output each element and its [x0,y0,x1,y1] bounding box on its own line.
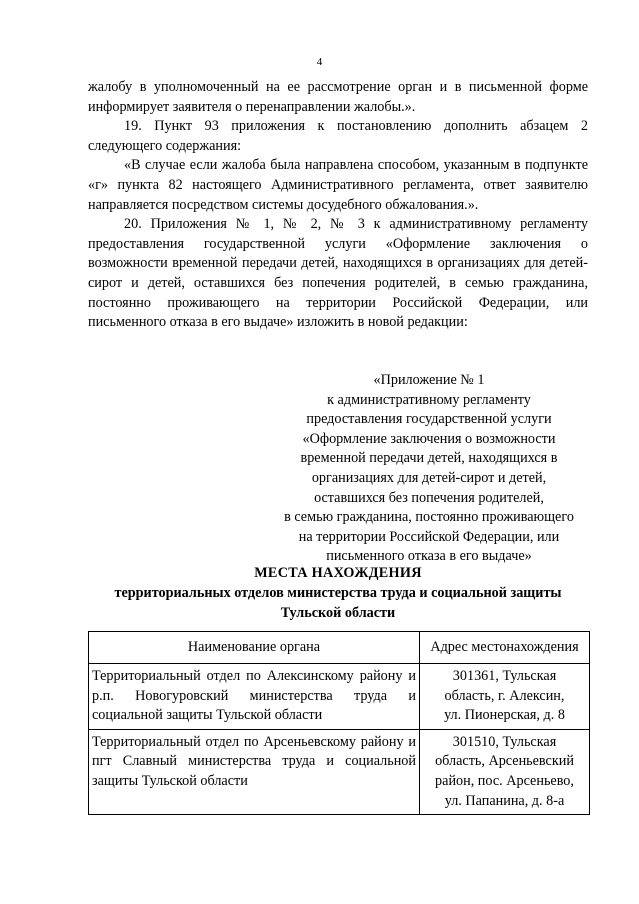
appendix-line: на территории Российской Федерации, или [298,528,560,545]
appendix-line: «Приложение № 1 [373,372,485,388]
appendix-line: организациях для детей-сирот и детей, [311,469,547,486]
agency-name: Территориальный отдел по Алексинскому району и р.п. Новогуровский министерства труда и социальной защиты Тульской области [89,664,420,730]
section-heading [88,563,588,623]
address-line: район, пос. Арсеньево, [435,772,574,789]
heading-subtitle: территориальных отделов министерства труда и социальной защиты [114,585,562,601]
paragraph-item-19: 19. Пункт 93 приложения к постановлению дополнить абзацем 2 следующего содержания: [88,118,588,154]
table-row [89,664,590,730]
address-line: ул. Папанина, д. 8-а [444,792,565,809]
address-line: ул. Пионерская, д. 8 [444,707,565,724]
locations-table [88,631,590,815]
agency-name: Территориальный отдел по Арсеньевскому району и пгт Славный министерства труда и социальной защиты Тульской области [89,729,420,814]
table-header-row [89,632,590,664]
address-line: 301510, Тульская [452,733,557,750]
column-header-address: Адрес местонахождения [420,632,590,664]
heading-title: МЕСТА НАХОЖДЕНИЯ [254,565,422,581]
paragraph-item-20: 20. Приложения № 1, № 2, № 3 к административному регламенту предоставления государственной услуги «Оформление заключения о возможности временной передачи детей, находящихся в организациях для детей-сирот и детей, оставшихся без попечения родителей, в семью гражданина, постоянно проживающего на территории Российской Федерации, или письменного отказа в его выдаче» изложить в новой редакции: [88,216,588,331]
appendix-line: «Оформление заключения о возможности [302,430,556,447]
appendix-header [270,371,588,567]
address-line: область, г. Алексин, [444,687,565,704]
appendix-line: письменного отказа в его выдаче» [326,548,532,565]
body-text [88,78,588,333]
agency-address [420,664,590,730]
page-number: 4 [316,56,323,68]
paragraph-continuation: жалобу в уполномоченный на ее рассмотрение орган и в письменной форме информирует заявителя о перенаправлении жалобы.». [88,79,588,115]
appendix-line: временной передачи детей, находящихся в [300,450,558,467]
heading-region: Тульской области [280,605,396,621]
agency-address [420,729,590,814]
paragraph-quote: «В случае если жалоба была направлена способом, указанным в подпункте «г» пункта 82 настоящего Административного регламента, ответ заявителю направляется посредством системы досудебного обжалования.». [88,157,588,213]
appendix-line: оставшихся без попечения родителей, [314,489,544,506]
appendix-line: в семью гражданина, постоянно проживающего [284,509,574,526]
address-line: область, Арсеньевский [435,753,574,770]
appendix-line: к административному регламенту [327,391,531,408]
table-row [89,729,590,814]
appendix-line: предоставления государственной услуги [306,411,552,428]
column-header-name: Наименование органа [89,632,420,664]
address-line: 301361, Тульская [452,668,557,684]
